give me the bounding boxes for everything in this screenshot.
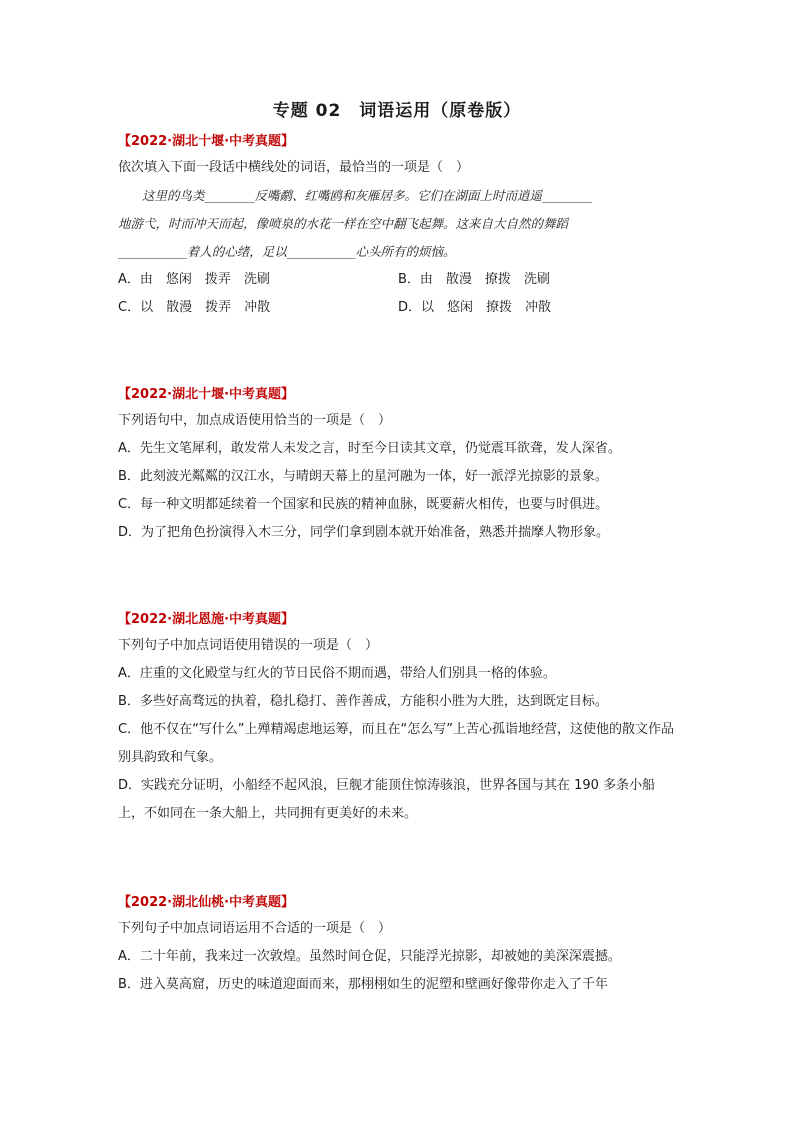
option-a: A．由 悠闲 拨弄 洗刷 <box>118 272 270 287</box>
question-stem: 依次填入下面一段话中横线处的词语，最恰当的一项是（ ） <box>118 160 470 175</box>
question-source: 【2022·湖北恩施·中考真题】 <box>118 612 295 627</box>
option-a: A．庄重的文化殿堂与红火的节日民俗不期而遇，带给人们别具一格的体验。 <box>118 666 556 681</box>
question-source: 【2022·湖北仙桃·中考真题】 <box>118 895 295 910</box>
option-c: C．每一种文明都延续着一个国家和民族的精神血脉，既要薪火相传，也要与时俱进。 <box>118 497 609 512</box>
option-a: A．二十年前，我来过一次敦煌。虽然时间仓促，只能浮光掠影，却被她的美深深震撼。 <box>118 949 621 964</box>
option-d: D．以 悠闲 撩拨 冲散 <box>398 300 552 315</box>
options <box>118 266 680 322</box>
option-b: B．多些好高骛远的执着，稳扎稳打、善作善成，方能积小胜为大胜，达到既定目标。 <box>118 694 608 709</box>
question-stem: 下列语句中，加点成语使用恰当的一项是（ ） <box>118 413 392 428</box>
passage <box>118 182 680 266</box>
question-4 <box>118 893 680 999</box>
question-stem: 下列句子中加点词语使用错误的一项是（ ） <box>118 638 379 653</box>
option-c: C．以 散漫 拨弄 冲散 <box>118 300 271 315</box>
option-b: B．由 散漫 撩拨 洗刷 <box>398 272 550 287</box>
question-source: 【2022·湖北十堰·中考真题】 <box>118 387 295 402</box>
question-1 <box>118 132 680 322</box>
question-2 <box>118 385 680 547</box>
option-a: A．先生文笔犀利，敢发常人未发之言，时至今日读其文章，仍觉震耳欲聋，发人深省。 <box>118 441 621 456</box>
passage-line: 这里的鸟类________反嘴鹬、红嘴鸥和灰雁居多。它们在湖面上时而逍遥________ <box>142 188 593 203</box>
option-d: D．为了把角色扮演得入木三分，同学们拿到剧本就开始准备，熟悉并揣摩人物形象。 <box>118 525 610 540</box>
option-b: B．进入莫高窟，历史的味道迎面而来，那栩栩如生的泥塑和壁画好像带你走入了千年 <box>118 977 608 992</box>
question-stem: 下列句子中加点词语运用不合适的一项是（ ） <box>118 921 392 936</box>
passage-line: 地游弋，时而冲天而起，像喷泉的水花一样在空中翻飞起舞。这来自大自然的舞蹈 <box>118 216 569 231</box>
passage-line: ___________着人的心绪，足以___________心头所有的烦恼。 <box>118 244 456 259</box>
option-d: D．实践充分证明，小船经不起风浪，巨舰才能顶住惊涛骇浪，世界各国与其在 190 多条小船上，不如同在一条大船上，共同拥有更美好的未来。 <box>118 778 656 821</box>
option-c: C．他不仅在“写什么”上殚精竭虑地运筹，而且在“怎么写”上苦心孤诣地经营，这使他的散文作品别具韵致和气象。 <box>118 722 675 765</box>
question-source: 【2022·湖北十堰·中考真题】 <box>118 134 295 149</box>
page-title: 专题 02 词语运用（原卷版） <box>272 101 522 121</box>
option-b: B．此刻波光粼粼的汉江水，与晴朗天幕上的星河融为一体，好一派浮光掠影的景象。 <box>118 469 608 484</box>
question-3 <box>118 610 680 828</box>
